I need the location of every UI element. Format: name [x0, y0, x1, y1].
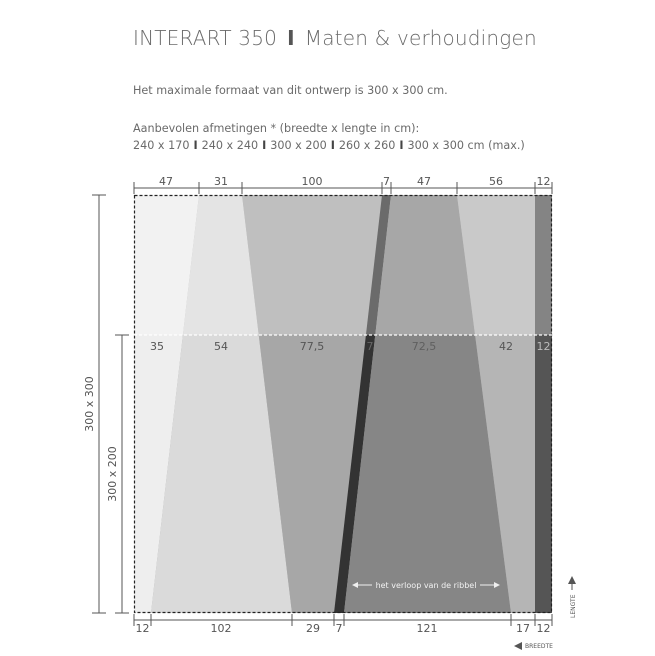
size-option: 300 x 300 cm (max.) — [407, 139, 525, 152]
mid-dim-label: 77,5 — [299, 340, 325, 353]
top-dim-label: 7 — [383, 175, 390, 188]
size-option: 300 x 200 — [270, 139, 327, 152]
top-dim-label: 31 — [214, 175, 228, 188]
size-option: 260 x 260 — [338, 139, 396, 152]
top-dim-label: 56 — [489, 175, 503, 188]
bottom-dim-label: 121 — [416, 622, 438, 635]
max-format-text: Het maximale formaat van dit ontwerp is 300 x 300 cm. — [133, 84, 448, 97]
mid-dim-label: 42 — [499, 340, 513, 353]
recommended-label: Aanbevolen afmetingen * (breedte x lengte in cm): — [133, 122, 420, 135]
bottom-dim-label: 12 — [135, 622, 150, 635]
mid-dim-label: 7 — [366, 340, 374, 353]
title-subtitle: Maten & verhoudingen — [304, 26, 537, 50]
height-label-partial: 300 x 200 — [106, 446, 119, 502]
upper-overlay — [134, 195, 552, 335]
size-separator: I — [193, 139, 198, 152]
size-separator: I — [262, 139, 267, 152]
title-separator: I — [287, 26, 295, 50]
mid-dim-label: 12 — [536, 340, 551, 353]
bottom-dim-label: 102 — [210, 622, 232, 635]
arrow-left-icon — [514, 642, 522, 650]
axis-width-label: BREEDTE — [525, 643, 553, 650]
top-dim-label: 47 — [159, 175, 173, 188]
rib-note: het verloop van de ribbel — [375, 581, 477, 590]
size-separator: I — [399, 139, 404, 152]
size-option: 240 x 170 — [133, 139, 190, 152]
size-option: 240 x 240 — [201, 139, 259, 152]
bottom-dim-label: 29 — [306, 622, 320, 635]
mid-dim-label: 72,5 — [411, 340, 437, 353]
bottom-dim-label: 7 — [335, 622, 343, 635]
size-separator: I — [330, 139, 335, 152]
top-dim-label: 47 — [417, 175, 431, 188]
top-dim-label: 12 — [536, 175, 551, 188]
top-dim-label: 100 — [301, 175, 323, 188]
mid-dim-label: 35 — [150, 340, 164, 353]
design-panels — [134, 195, 552, 613]
bottom-dimension — [134, 614, 552, 626]
height-label-full: 300 x 300 — [83, 376, 96, 432]
arrow-up-icon — [568, 576, 576, 584]
brand-name: INTERART 350 — [133, 26, 278, 50]
mid-dim-label: 54 — [214, 340, 228, 353]
bottom-dim-label: 12 — [536, 622, 551, 635]
axis-length-label: LENGTE — [570, 594, 577, 618]
bottom-dim-label: 17 — [516, 622, 530, 635]
